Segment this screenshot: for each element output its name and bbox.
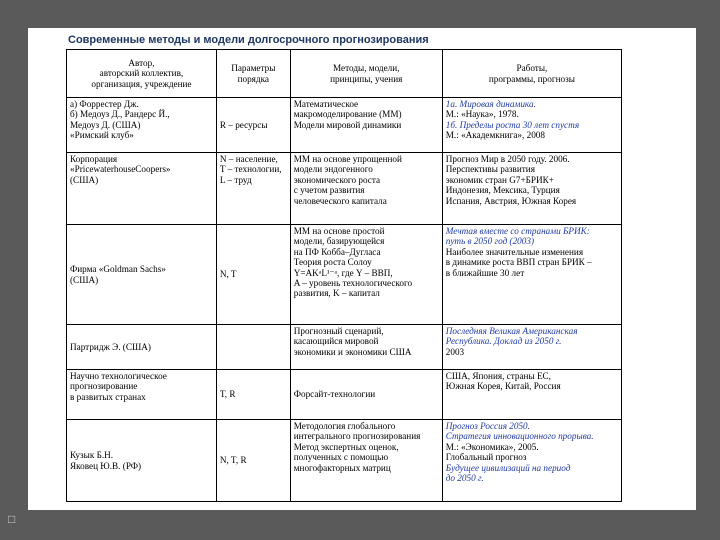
header-methods bbox=[290, 50, 442, 98]
work-line: США, Япония, страны ЕС, bbox=[445, 371, 551, 381]
cell-params bbox=[216, 98, 290, 153]
cell-params bbox=[216, 325, 290, 370]
table-row bbox=[67, 370, 622, 420]
cell-line: ММ на основе упрощенной bbox=[293, 154, 402, 164]
cell-line: с учетом развития bbox=[293, 185, 365, 196]
corner-mark: □ bbox=[8, 512, 16, 526]
cell-line: ММ на основе простой bbox=[293, 226, 385, 236]
work-line: Будущее цивилизаций на период bbox=[445, 462, 571, 473]
work-line: Индонезия, Мексика, Турция bbox=[445, 185, 560, 196]
table-header-row bbox=[67, 50, 622, 98]
work-line: в ближайшие 30 лет bbox=[445, 267, 525, 278]
cell-line: Y=AKᵃL¹⁻ᵃ, где Y – ВВП, bbox=[293, 267, 393, 278]
cell-line: (США) bbox=[70, 174, 99, 185]
work-line: Прогноз Россия 2050. bbox=[445, 421, 530, 431]
cell-line: «Римский клуб» bbox=[70, 130, 134, 141]
work-line: М.: «Наука», 1978. bbox=[445, 109, 519, 120]
cell-line: организация, учреждение bbox=[91, 78, 192, 89]
cell-line: N – население, bbox=[219, 154, 278, 164]
cell-line: Яковец Ю.В. (РФ) bbox=[70, 460, 142, 471]
work-line: 1а. Мировая динамика. bbox=[445, 99, 536, 109]
cell-line: Прогнозный сценарий, bbox=[293, 326, 384, 336]
cell-works bbox=[442, 325, 621, 370]
work-line: 2003 bbox=[445, 346, 465, 357]
table-row bbox=[67, 98, 622, 153]
work-line: экономик стран G7+БРИК+ bbox=[445, 174, 554, 185]
cell-author bbox=[67, 325, 217, 370]
cell-line: N, T, R bbox=[219, 455, 247, 466]
work-line: Глобальный прогноз bbox=[445, 452, 527, 463]
cell-line: R – ресурсы bbox=[219, 119, 268, 130]
cell-line: интегрального прогнозирования bbox=[293, 431, 421, 442]
cell-methods bbox=[290, 98, 442, 153]
cell-line: Математическое bbox=[293, 99, 359, 109]
work-line: в динамике роста ВВП стран БРИК – bbox=[445, 257, 592, 268]
cell-line: Модели мировой динамики bbox=[293, 119, 402, 130]
cell-line: макромоделирование (ММ) bbox=[293, 109, 402, 120]
cell-line: полученных с помощью bbox=[293, 452, 389, 463]
cell-line: на ПФ Кобба–Дугласа bbox=[293, 246, 381, 257]
work-line: Южная Корея, Китай, Россия bbox=[445, 381, 561, 392]
cell-line: Параметры bbox=[231, 63, 276, 74]
work-line: до 2050 г. bbox=[445, 473, 484, 484]
work-line: 1б. Пределы роста 30 лет спустя bbox=[445, 119, 580, 130]
cell-methods bbox=[290, 153, 442, 225]
work-line: Прогноз Мир в 2050 году. 2006. bbox=[445, 154, 570, 164]
table-row bbox=[67, 325, 622, 370]
cell-line: а) Форрестер Дж. bbox=[70, 99, 139, 109]
cell-line: прогнозирование bbox=[70, 381, 138, 392]
cell-line: Теория роста Солоу bbox=[293, 257, 372, 268]
cell-line: экономики и экономики США bbox=[293, 346, 412, 357]
header-author bbox=[67, 50, 217, 98]
cell-methods bbox=[290, 370, 442, 420]
work-line: Последняя Великая Американская bbox=[445, 326, 578, 336]
cell-line: Методы, модели, bbox=[333, 63, 400, 74]
cell-line: T – технологии, bbox=[219, 164, 282, 175]
work-line: М.: «Экономика», 2005. bbox=[445, 441, 539, 452]
cell-line: экономического роста bbox=[293, 174, 381, 185]
cell-author bbox=[67, 225, 217, 325]
cell-line: L – труд bbox=[219, 174, 252, 185]
slide-content bbox=[66, 34, 622, 502]
cell-params bbox=[216, 153, 290, 225]
cell-line: Кузык Б.Н. bbox=[70, 450, 114, 461]
cell-line: N, T bbox=[219, 269, 237, 280]
cell-line: Методология глобального bbox=[293, 421, 396, 431]
cell-author bbox=[67, 370, 217, 420]
cell-line: в развитых странах bbox=[70, 391, 146, 402]
cell-line: A – уровень технологического bbox=[293, 278, 413, 289]
header-works bbox=[442, 50, 621, 98]
cell-author bbox=[67, 98, 217, 153]
cell-line: Работы, bbox=[516, 63, 548, 74]
cell-line: авторский коллектив, bbox=[99, 68, 184, 79]
cell-author bbox=[67, 153, 217, 225]
cell-line: Метод экспертных оценок, bbox=[293, 441, 399, 452]
cell-line: программы, прогнозы bbox=[488, 73, 575, 84]
cell-methods bbox=[290, 325, 442, 370]
cell-line: порядка bbox=[237, 73, 269, 84]
work-line: Испания, Австрия, Южная Корея bbox=[445, 195, 577, 206]
cell-line: многофакторных матриц bbox=[293, 462, 391, 473]
cell-line: человеческого капитала bbox=[293, 195, 387, 206]
cell-methods bbox=[290, 420, 442, 502]
cell-works bbox=[442, 225, 621, 325]
table-row bbox=[67, 225, 622, 325]
cell-line: касающийся мировой bbox=[293, 336, 379, 347]
work-line: Перспективы развития bbox=[445, 164, 535, 175]
cell-works bbox=[442, 153, 621, 225]
cell-line: Научно технологическое bbox=[70, 371, 167, 381]
header-params bbox=[216, 50, 290, 98]
cell-line: T, R bbox=[219, 389, 236, 400]
cell-params bbox=[216, 420, 290, 502]
cell-methods bbox=[290, 225, 442, 325]
cell-line: Корпорация bbox=[70, 154, 118, 164]
work-line: Мечтая вместе со странами БРИК: bbox=[445, 226, 590, 236]
table-row bbox=[67, 420, 622, 502]
cell-line: Партридж Э. (США) bbox=[70, 341, 151, 352]
cell-params bbox=[216, 370, 290, 420]
cell-line: Автор, bbox=[128, 57, 155, 68]
cell-line: (США) bbox=[70, 274, 99, 285]
cell-works bbox=[442, 420, 621, 502]
bottom-frame bbox=[0, 510, 720, 540]
work-line: М.: «Академкнига», 2008 bbox=[445, 130, 545, 141]
cell-line: Форсайт-технологии bbox=[293, 389, 376, 400]
cell-line: Медоуз Д. (США) bbox=[70, 119, 141, 130]
cell-line: б) Медоуз Д., Рандерс Й., bbox=[70, 109, 170, 120]
work-line: Наиболее значительные изменения bbox=[445, 246, 584, 257]
cell-works bbox=[442, 98, 621, 153]
work-line: Республика. Доклад из 2050 г. bbox=[445, 336, 562, 347]
cell-line: Фирма «Goldman Sachs» bbox=[70, 264, 166, 275]
cell-author bbox=[67, 420, 217, 502]
cell-works bbox=[442, 370, 621, 420]
top-frame bbox=[0, 0, 720, 28]
table-body bbox=[67, 98, 622, 502]
page-title: Современные методы и модели долгосрочного прогнозирования bbox=[68, 34, 429, 46]
cell-line: модели, базирующейся bbox=[293, 236, 385, 247]
cell-line: «PricewaterhouseCoopers» bbox=[70, 164, 171, 175]
cell-line: модели эндогенного bbox=[293, 164, 373, 175]
slide-page bbox=[28, 28, 696, 510]
work-line: путь в 2050 год (2003) bbox=[445, 236, 535, 247]
cell-params bbox=[216, 225, 290, 325]
table-row bbox=[67, 153, 622, 225]
work-line: Стратегия инновационного прорыва. bbox=[445, 431, 594, 442]
forecast-methods-table bbox=[66, 49, 622, 502]
cell-line: развития, K – капитал bbox=[293, 288, 380, 299]
cell-line: принципы, учения bbox=[330, 73, 403, 84]
